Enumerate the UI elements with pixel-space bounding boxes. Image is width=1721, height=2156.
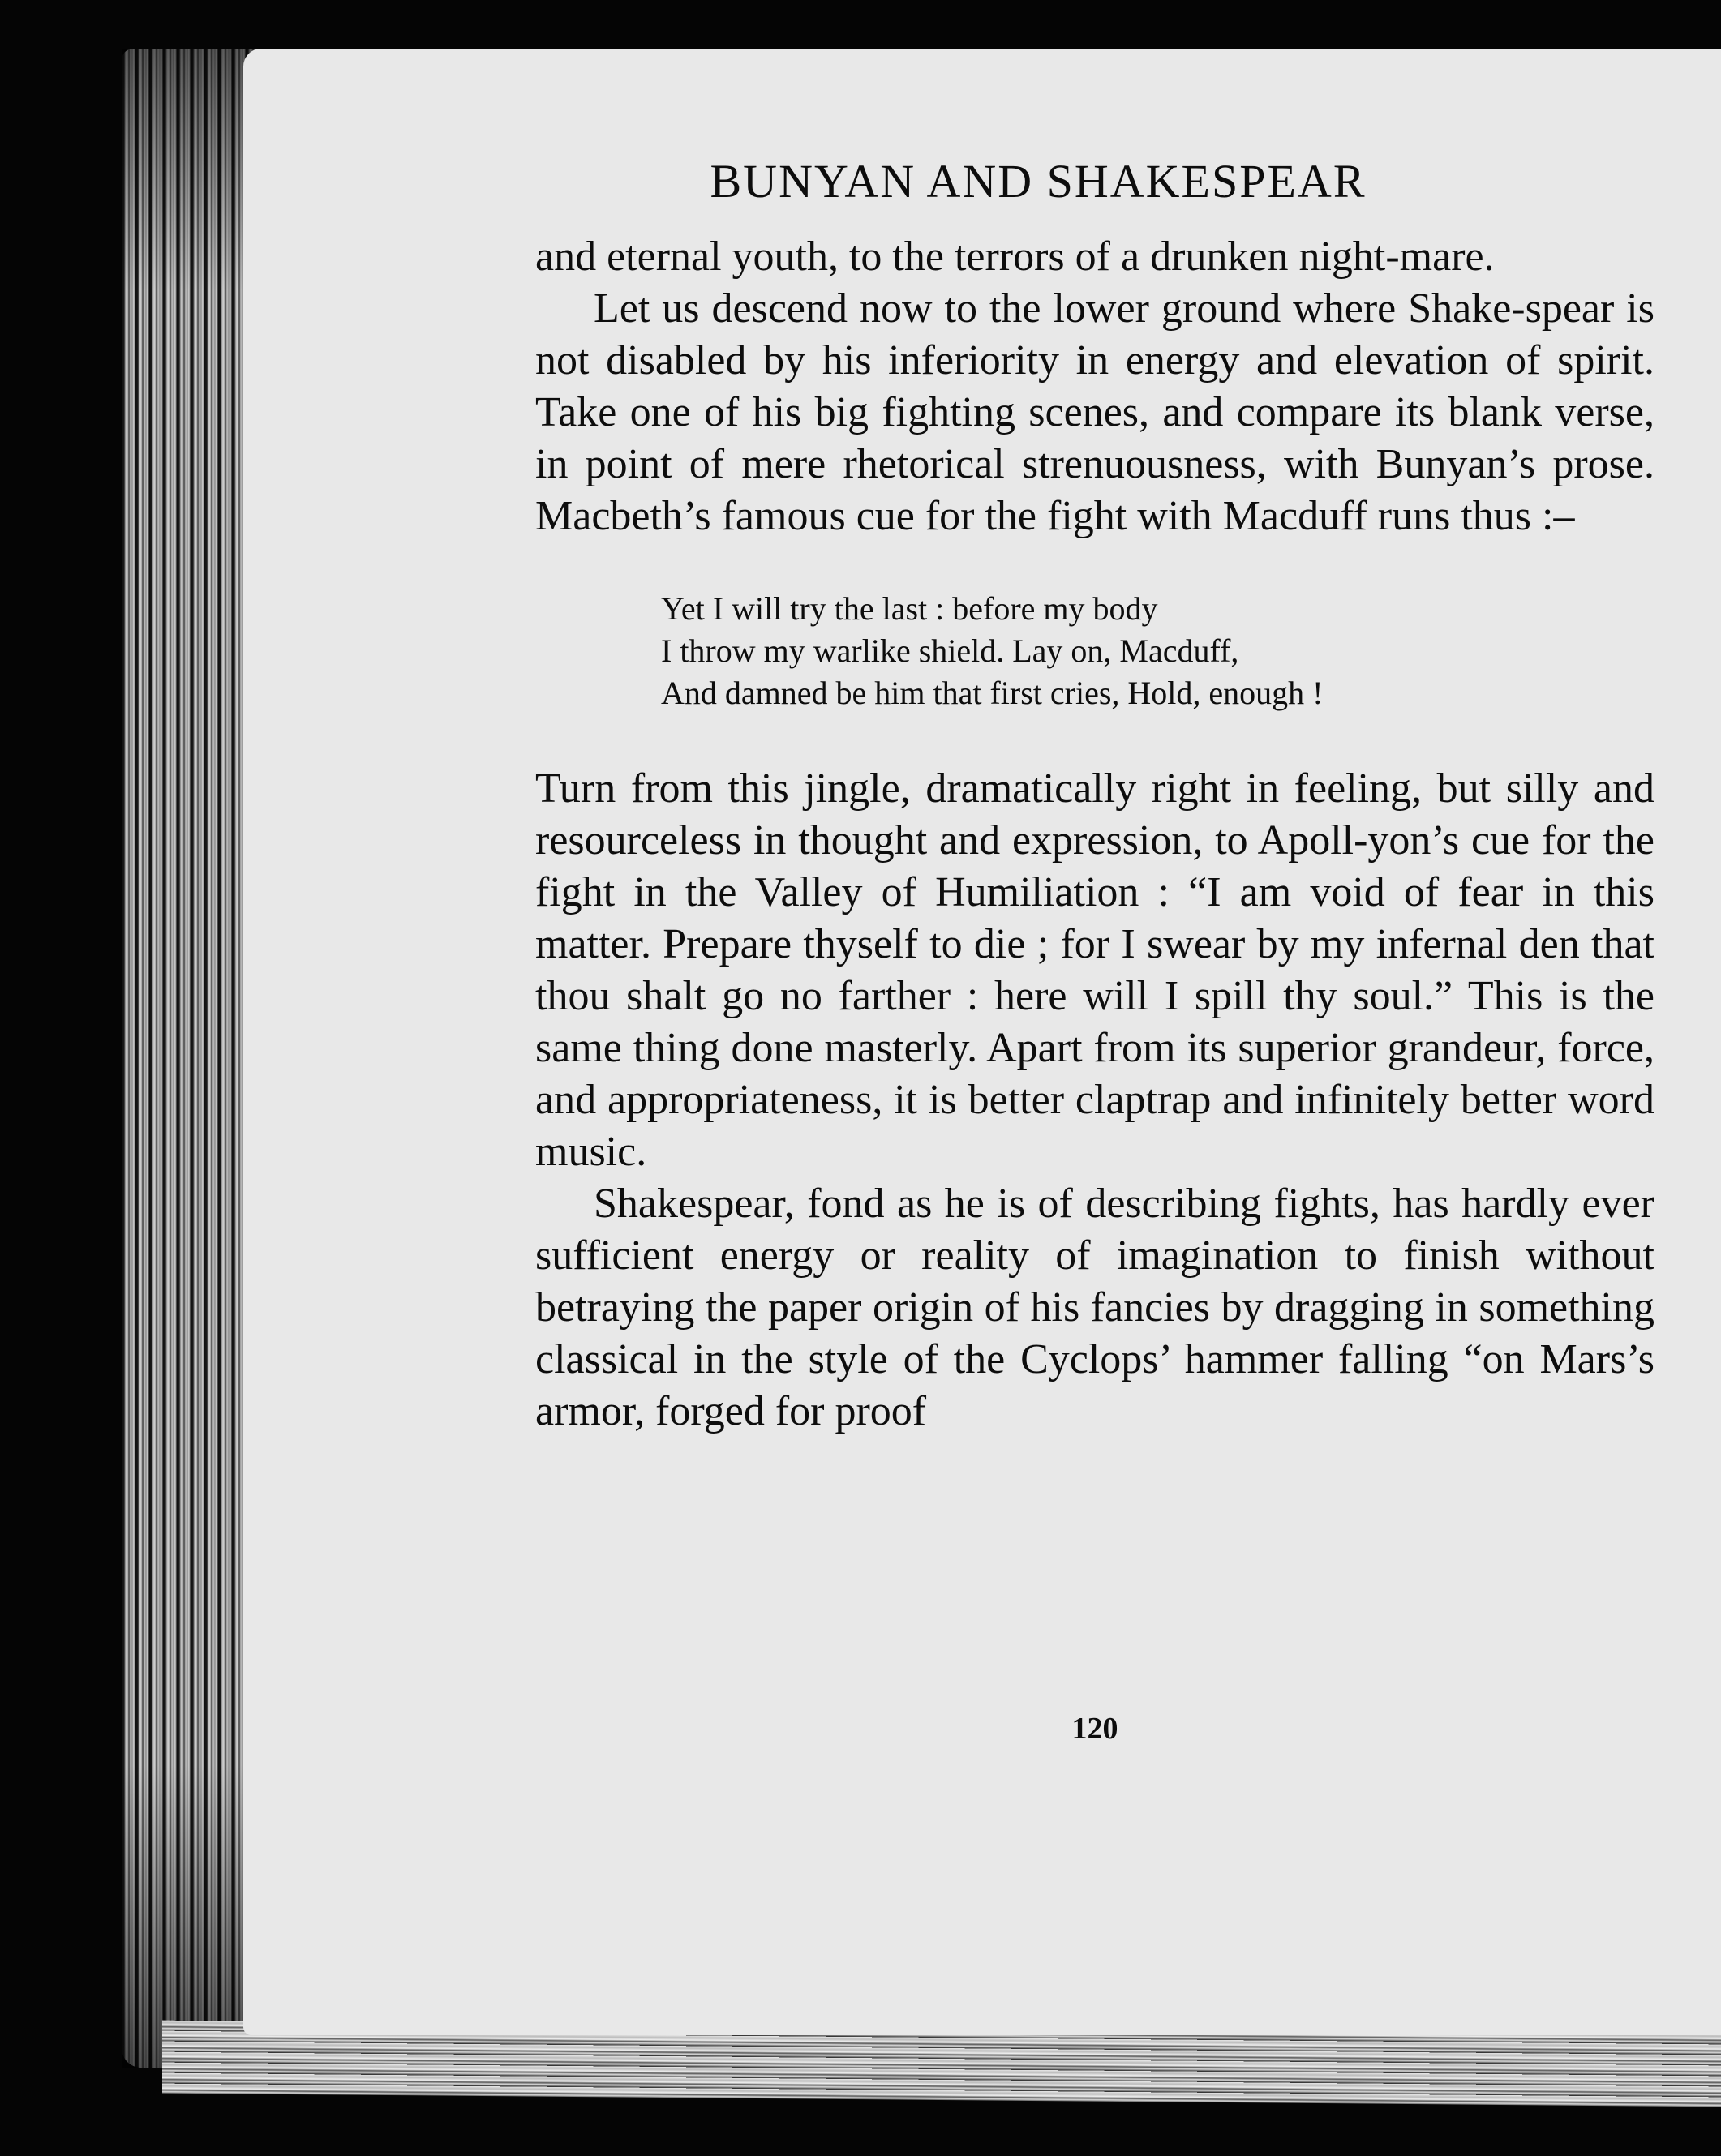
verse-line: Yet I will try the last : before my body xyxy=(661,590,1158,627)
paragraph: Shakespear, fond as he is of describing fights, has hardly ever sufficient energy or reality of imagination to finish without betraying the paper origin of his fancies by dragging in something classical in the style of the Cyclops’ hammer falling “on Mars’s armor, forged for proof xyxy=(535,1181,1654,1434)
book-page-edges xyxy=(122,49,260,2068)
paragraph: and eternal youth, to the terrors of a drunken night-mare. xyxy=(535,234,1495,280)
page-body xyxy=(535,231,1654,1438)
verse-line: I throw my warlike shield. Lay on, Macduff, xyxy=(661,632,1239,669)
paragraph: Turn from this jingle, dramatically right in feeling, but silly and resourceless in thought and expression, to Apoll-yon’s cue for the fight in the Valley of Humiliation : “I am void of fear in this matter. Prepare thyself to die ; for I swear by my infernal den that thou shalt go no farther : here will I spill thy soul.” This is the same thing done masterly. Apart from its superior grandeur, force, and appropriateness, it is better claptrap and infinitely better word music. xyxy=(535,765,1654,1175)
page-number: 120 xyxy=(1071,1712,1118,1746)
paragraph: Let us descend now to the lower ground where Shake-spear is not disabled by his inferiority in energy and elevation of spirit. Take one of his big fighting scenes, and compare its blank verse, in point of mere rhetorical strenuousness, with Bunyan’s prose. Macbeth’s famous cue for the fight with Macduff runs thus :– xyxy=(535,285,1654,539)
running-head: BUNYAN AND SHAKESPEAR xyxy=(710,155,1367,208)
verse-quotation xyxy=(661,588,1654,714)
verse-line: And damned be him that first cries, Hold, enough ! xyxy=(661,675,1324,711)
